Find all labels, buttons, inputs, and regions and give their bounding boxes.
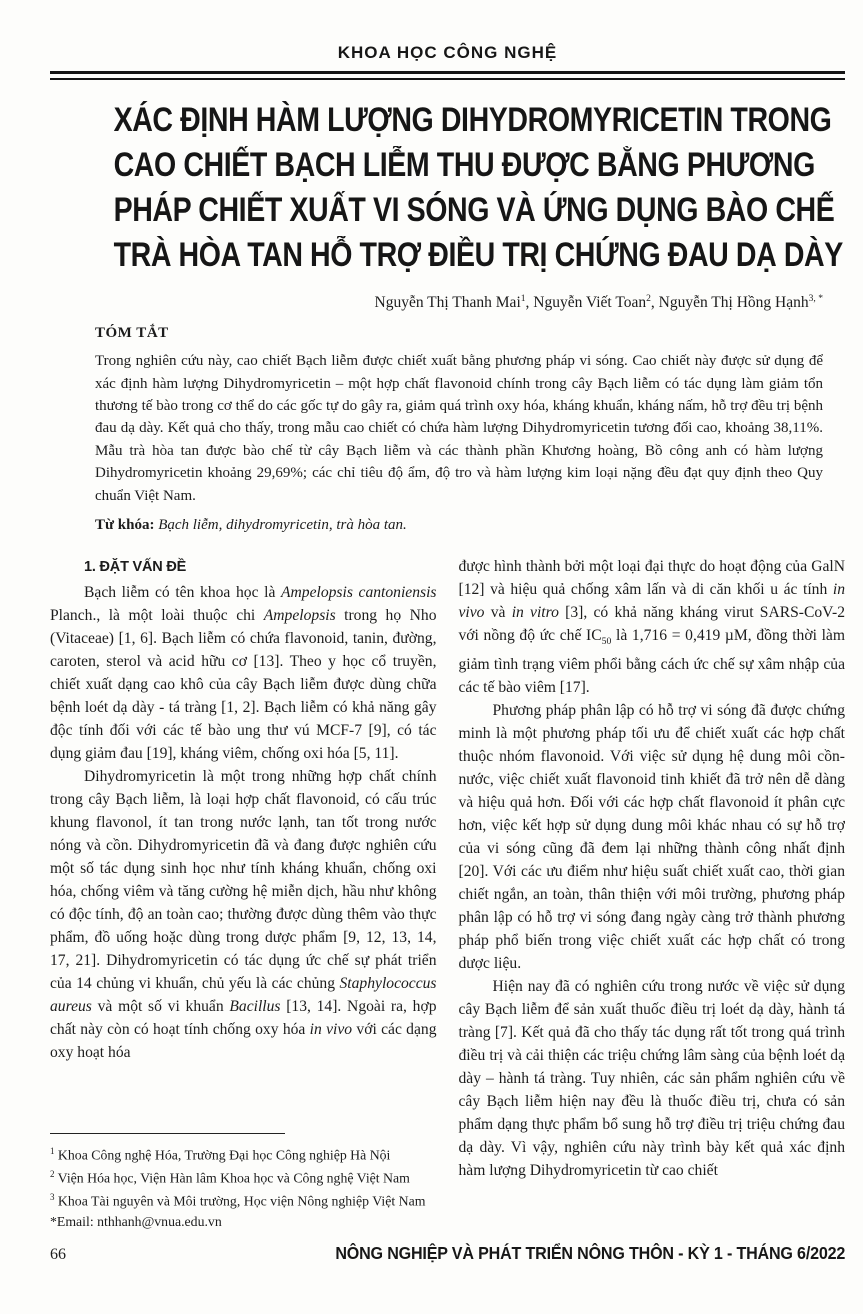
keywords-text: Bạch liễm, dihydromyricetin, trà hòa tan. — [158, 517, 407, 533]
left-column — [50, 555, 437, 1233]
article-title-line: XÁC ĐỊNH HÀM LƯỢNG DIHYDROMYRICETIN TRONG — [113, 101, 832, 139]
footnote-affiliation-3: $^3$ Khoa Tài nguyên và Môi trường, Học viện Nông nghiệp Việt Nam — [50, 1192, 426, 1209]
footnote-affiliation-1: $^1$ Khoa Công nghệ Hóa, Trường Đại học Công nghiệp Hà Nội — [50, 1146, 391, 1163]
keywords-label: Từ khóa: — [95, 517, 155, 533]
abstract-section — [95, 325, 823, 535]
article-body — [50, 555, 845, 1233]
footnote-affiliation-2: $^2$ Viện Hóa học, Viện Hàn lâm Khoa học và Công nghệ Việt Nam — [50, 1169, 410, 1186]
abstract-heading: TÓM TẮT — [95, 325, 169, 342]
journal-section-header: KHOA HỌC CÔNG NGHỆ — [337, 43, 558, 62]
footnotes — [50, 1125, 437, 1233]
footnote-email: *Email: nthhanh@vnua.edu.vn — [50, 1213, 222, 1229]
body-paragraph: Phương pháp phân lập có hỗ trợ vi sóng đã được chứng minh là một phương pháp tối ưu để chiết xuất các hợp chất thuộc nhóm flavonoid. Với việc sử dụng hệ dung môi cồn-nước, việc chiết xuất flavonoid tinh khiết đã trở nên dễ dàng và hiệu quả hơn. Đối với các hợp chất flavonoid ít phân cực hơn, việc kết hợp sử dụng dung môi khác nhau có sự hỗ trợ của vi sóng cũng đã đem lại những thành công nhất định [20]. Với các ưu điểm như hiệu suất chiết xuất cao, thời gian chiết ngắn, an toàn, thân thiện với môi trường, phương pháp phân lập có hỗ trợ vi sóng đang ngày càng trở thành phương pháp phổ biến trong việc chiết xuất các hợp chất có trong dược liệu. — [458, 702, 845, 973]
page-number: 66 — [50, 1246, 66, 1263]
keywords-line — [95, 515, 823, 535]
article-title-line: TRÀ HÒA TAN HỖ TRỢ ĐIỀU TRỊ CHỨNG ĐAU DẠ DÀY — [113, 236, 843, 274]
body-paragraph: Hiện nay đã có nghiên cứu trong nước về việc sử dụng cây Bạch liễm để sản xuất thuốc điều trị loét dạ dày, hành tá tràng [7]. Kết quả đã cho thấy tác dụng rất tốt trong quá trình điều trị và cải thiện các triệu chứng lâm sàng của bệnh loét dạ dày – hành tá tràng. Tuy nhiên, các sản phẩm nghiên cứu về cây Bạch liễm hiện nay đều là thuốc điều trị, chưa có sản phẩm dạng thực phẩm bổ sung hỗ trợ điều trị triệu chứng đau dạ dày. Vì vậy, nghiên cứu này trình bày kết quả xác định hàm lượng Dihydromyricetin từ cao chiết — [458, 978, 845, 1180]
body-paragraph: được hình thành bởi một loại đại thực do hoạt động của GalN [12] và hiệu quả chống xâm lấn và di căn khối u ác tính in vivo và in vitro [3], có khả năng kháng virut SARS-CoV-2 với nồng độ ức chế $IC_{50}$ là 1,716 = 0,419 µM, đồng thời làm giảm tình trạng viêm phổi bằng cách ức chế sự xâm nhập của các tế bào viêm [17]. — [458, 558, 845, 697]
header-rule — [50, 71, 845, 80]
journal-footer: NÔNG NGHIỆP VÀ PHÁT TRIỂN NÔNG THÔN - KỲ 1 - THÁNG 6/2022 — [335, 1243, 845, 1263]
section-heading-intro: 1. ĐẶT VẤN ĐỀ — [84, 559, 187, 575]
abstract-body: Trong nghiên cứu này, cao chiết Bạch liễm được chiết xuất bằng phương pháp vi sóng. Cao chiết này được sử dụng để xác định hàm lượng Dihydromyricetin – một hợp chất flavonoid chính trong cây Bạch liễm có tác dụng làm giảm tổn thương tế bào trong cơ thể do các gốc tự do gây ra, giảm quá trình oxy hóa, kháng khuẩn, kháng nấm, hỗ trợ đều trị bệnh đau dạ dày. Kết quả cho thấy, trong mẫu cao chiết có chứa hàm lượng Dihydromyricetin tương đối cao, khoảng 38,11%. Mẫu trà hòa tan được bào chế từ cây Bạch liễm và các thành phần Khương hoàng, Bồ công anh có hàm lượng Dihydromyricetin khoảng 29,69%; các chỉ tiêu độ ẩm, độ tro và hàm lượng kim loại nặng đều đạt quy định theo Quy chuẩn Việt Nam. — [95, 353, 823, 504]
article-title-line: CAO CHIẾT BẠCH LIỄM THU ĐƯỢC BẰNG PHƯƠNG — [113, 146, 815, 184]
article-title — [50, 98, 845, 278]
article-title-line: PHÁP CHIẾT XUẤT VI SÓNG VÀ ỨNG DỤNG BÀO CHẾ — [113, 191, 835, 229]
body-paragraph: Bạch liễm có tên khoa học là Ampelopsis cantoniensis Planch., là một loài thuộc chi Ampelopsis trong họ Nho (Vitaceae) [1, 6]. Bạch liễm có chứa flavonoid, tanin, đường, caroten, sterol và acid hữu cơ [13]. Theo y học cổ truyền, chiết xuất dạng cao khô của cây Bạch liễm được dùng chữa bệnh loét dạ dày - tá tràng [1, 2]. Bạch liễm có khả năng gây độc tính đối với các tế bào ung thư vú MCF-7 [9], có tác dụng giảm đau [19], kháng viêm, chống oxi hóa [5, 11]. — [50, 584, 437, 762]
right-column — [459, 555, 846, 1233]
authors-line: Nguyễn Thị Thanh Mai$^1$, Nguyễn Viết Toan$^2$, Nguyễn Thị Hồng Hạnh$^{3, *}$ — [374, 293, 823, 312]
page-footer — [50, 1233, 845, 1314]
body-paragraph: Dihydromyricetin là một trong những hợp chất chính trong cây Bạch liễm, là loại hợp chất flavonoid, có cấu trúc khung flavonol, ít tan trong nước lạnh, tan tốt trong nước nóng và cồn. Dihydromyricetin đã và đang được nghiên cứu một số tác dụng sinh học như tính kháng khuẩn, chống oxi hóa, chống viêm và tăng cường hệ miễn dịch, hầu như không có độc tính, độ an toàn cao; thường được dùng thêm vào thực phẩm, đồ uống hoặc dùng trong dược phẩm [9, 12, 13, 14, 17, 21]. Dihydromyricetin có tác dụng ức chế sự phát triển của 14 chủng vi khuẩn, chủ yếu là các chủng Staphylococcus aureus và một số vi khuẩn Bacillus [13, 14]. Ngoài ra, hợp chất này còn có hoạt tính chống oxy hóa in vivo với các dạng oxy hoạt hóa — [50, 768, 437, 1061]
footnote-separator — [50, 1133, 285, 1134]
